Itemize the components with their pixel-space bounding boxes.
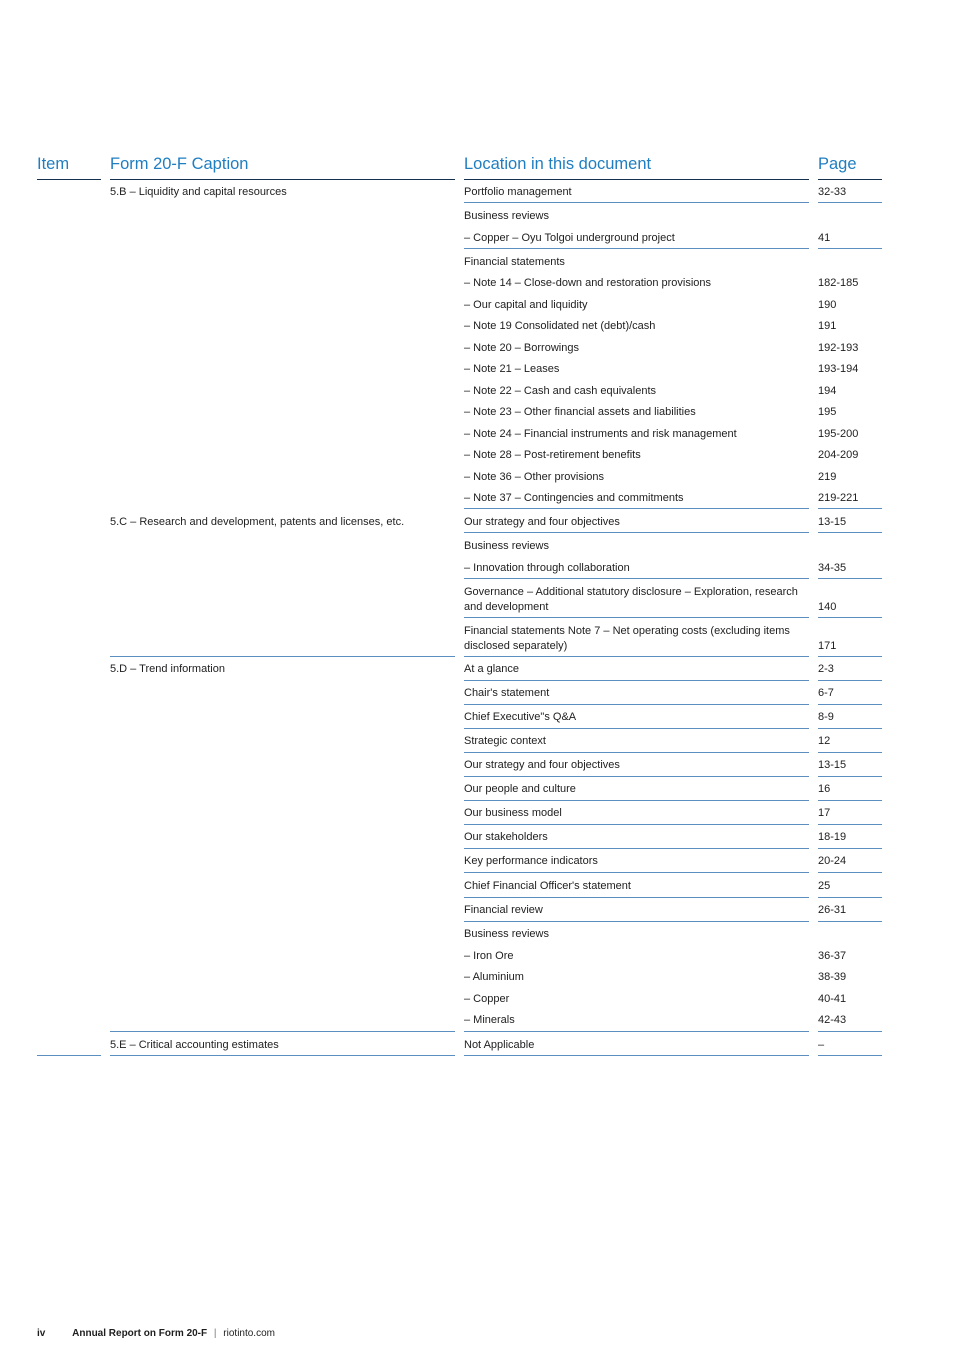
divider (818, 872, 882, 873)
page-ref: 25 (818, 880, 831, 892)
divider (464, 1055, 809, 1056)
page-ref: 13-15 (818, 516, 847, 528)
divider (818, 800, 882, 801)
page-ref: 194 (818, 385, 837, 397)
divider (37, 1055, 101, 1056)
location-entry: – Note 20 – Borrowings (464, 342, 579, 354)
page-ref: 193-194 (818, 363, 859, 375)
divider (818, 752, 882, 753)
divider (464, 617, 809, 618)
divider (818, 776, 882, 777)
location-entry: – Note 19 Consolidated net (debt)/cash (464, 320, 656, 332)
divider (818, 921, 882, 922)
divider (464, 824, 809, 825)
page-ref: 6-7 (818, 687, 834, 699)
location-entry: – Minerals (464, 1014, 515, 1026)
location-entry: – Note 37 – Contingencies and commitments (464, 492, 684, 504)
divider (818, 824, 882, 825)
column-header-item: Item (37, 155, 101, 180)
location-entry: Strategic context (464, 735, 546, 747)
location-entry: – Our capital and liquidity (464, 299, 588, 311)
page-ref: 8-9 (818, 711, 834, 723)
location-entry: – Aluminium (464, 971, 524, 983)
caption-5e: 5.E – Critical accounting estimates (110, 1039, 279, 1051)
location-entry: – Note 22 – Cash and cash equivalents (464, 385, 657, 397)
location-entry: – Copper – Oyu Tolgoi underground project (464, 232, 675, 244)
page-ref: 204-209 (818, 449, 859, 461)
location-entry: – Note 24 – Financial instruments and risk management (464, 428, 737, 440)
divider (818, 704, 882, 705)
location-entry: Our strategy and four objectives (464, 516, 620, 528)
location-entry: Business reviews (464, 540, 549, 552)
location-entry: and development (464, 601, 549, 613)
page-ref: 190 (818, 299, 837, 311)
location-entry: Chief Financial Officer's statement (464, 880, 631, 892)
page-ref: 2-3 (818, 663, 834, 675)
divider (818, 897, 882, 898)
column-header-caption: Form 20-F Caption (110, 155, 455, 180)
page-ref: 16 (818, 783, 831, 795)
location-entry: – Note 23 – Other financial assets and liabilities (464, 406, 696, 418)
page-ref: 171 (818, 640, 837, 652)
page-ref: 38-39 (818, 971, 847, 983)
location-entry: – Note 21 – Leases (464, 363, 560, 375)
location-entry: – Note 14 – Close-down and restoration provisions (464, 277, 712, 289)
location-entry: Financial statements (464, 256, 565, 268)
footer-page-number: iv (37, 1328, 46, 1339)
divider (818, 248, 882, 249)
location-entry: – Innovation through collaboration (464, 562, 630, 574)
divider (464, 728, 809, 729)
page-ref: 26-31 (818, 904, 847, 916)
divider (464, 248, 809, 249)
caption-5d: 5.D – Trend information (110, 663, 225, 675)
divider (464, 752, 809, 753)
column-header-page: Page (818, 155, 882, 180)
divider (464, 578, 809, 579)
divider (464, 800, 809, 801)
divider (110, 1031, 455, 1032)
page-ref: 12 (818, 735, 831, 747)
divider (818, 848, 882, 849)
page-ref: 192-193 (818, 342, 859, 354)
divider (464, 848, 809, 849)
page-ref: 191 (818, 320, 837, 332)
divider (818, 680, 882, 681)
page-ref: 195-200 (818, 428, 859, 440)
divider (464, 872, 809, 873)
divider (464, 202, 809, 203)
page-ref: 17 (818, 807, 831, 819)
footer-site: riotinto.com (223, 1328, 275, 1339)
location-entry: Chair's statement (464, 687, 550, 699)
divider (464, 897, 809, 898)
page-ref: 219-221 (818, 492, 859, 504)
location-entry: Business reviews (464, 210, 549, 222)
divider (818, 532, 882, 533)
page-ref: 32-33 (818, 186, 847, 198)
divider (818, 617, 882, 618)
location-entry: Governance – Additional statutory disclosure – Exploration, research (464, 586, 798, 598)
footer-title: Annual Report on Form 20-F (72, 1328, 208, 1339)
location-entry: – Note 28 – Post-retirement benefits (464, 449, 641, 461)
column-header-location: Location in this document (464, 155, 809, 180)
divider (464, 704, 809, 705)
divider (464, 921, 809, 922)
page-ref: 36-37 (818, 950, 847, 962)
page-ref: 34-35 (818, 562, 847, 574)
location-entry: Chief Executive"s Q&A (464, 711, 577, 723)
page-ref: 140 (818, 601, 837, 613)
page-ref: 219 (818, 471, 837, 483)
divider (818, 202, 882, 203)
location-entry: Our business model (464, 807, 562, 819)
divider (818, 508, 882, 509)
location-entry: Financial statements Note 7 – Net operating costs (excluding items (464, 625, 790, 637)
divider (464, 656, 809, 657)
page-ref: 40-41 (818, 993, 847, 1005)
page-ref: 41 (818, 232, 831, 244)
location-entry: disclosed separately) (464, 640, 568, 652)
divider (110, 1055, 455, 1056)
footer-separator: | (213, 1328, 217, 1339)
divider (818, 578, 882, 579)
location-entry: – Copper (464, 993, 510, 1005)
page-ref: 182-185 (818, 277, 859, 289)
divider (464, 532, 809, 533)
page-ref: – (818, 1039, 825, 1051)
divider (464, 680, 809, 681)
location-entry: – Note 36 – Other provisions (464, 471, 605, 483)
location-entry: Our strategy and four objectives (464, 759, 620, 771)
location-entry: Business reviews (464, 928, 549, 940)
divider (110, 656, 455, 657)
divider (818, 728, 882, 729)
divider (818, 1031, 882, 1032)
location-entry: – Iron Ore (464, 950, 514, 962)
page-ref: 42-43 (818, 1014, 847, 1026)
caption-5c: 5.C – Research and development, patents and licenses, etc. (110, 516, 405, 528)
divider (818, 1055, 882, 1056)
location-entry: Our people and culture (464, 783, 576, 795)
location-entry: Not Applicable (464, 1039, 535, 1051)
location-entry: Our stakeholders (464, 831, 548, 843)
location-entry: Financial review (464, 904, 543, 916)
page-ref: 13-15 (818, 759, 847, 771)
location-entry: At a glance (464, 663, 520, 675)
caption-5b: 5.B – Liquidity and capital resources (110, 186, 287, 198)
divider (818, 656, 882, 657)
divider (464, 1031, 809, 1032)
location-entry: Key performance indicators (464, 855, 598, 867)
location-entry: Portfolio management (464, 186, 572, 198)
divider (464, 776, 809, 777)
page-ref: 195 (818, 406, 837, 418)
page-footer (37, 1328, 275, 1339)
page-ref: 18-19 (818, 831, 847, 843)
divider (464, 508, 809, 509)
page-ref: 20-24 (818, 855, 847, 867)
